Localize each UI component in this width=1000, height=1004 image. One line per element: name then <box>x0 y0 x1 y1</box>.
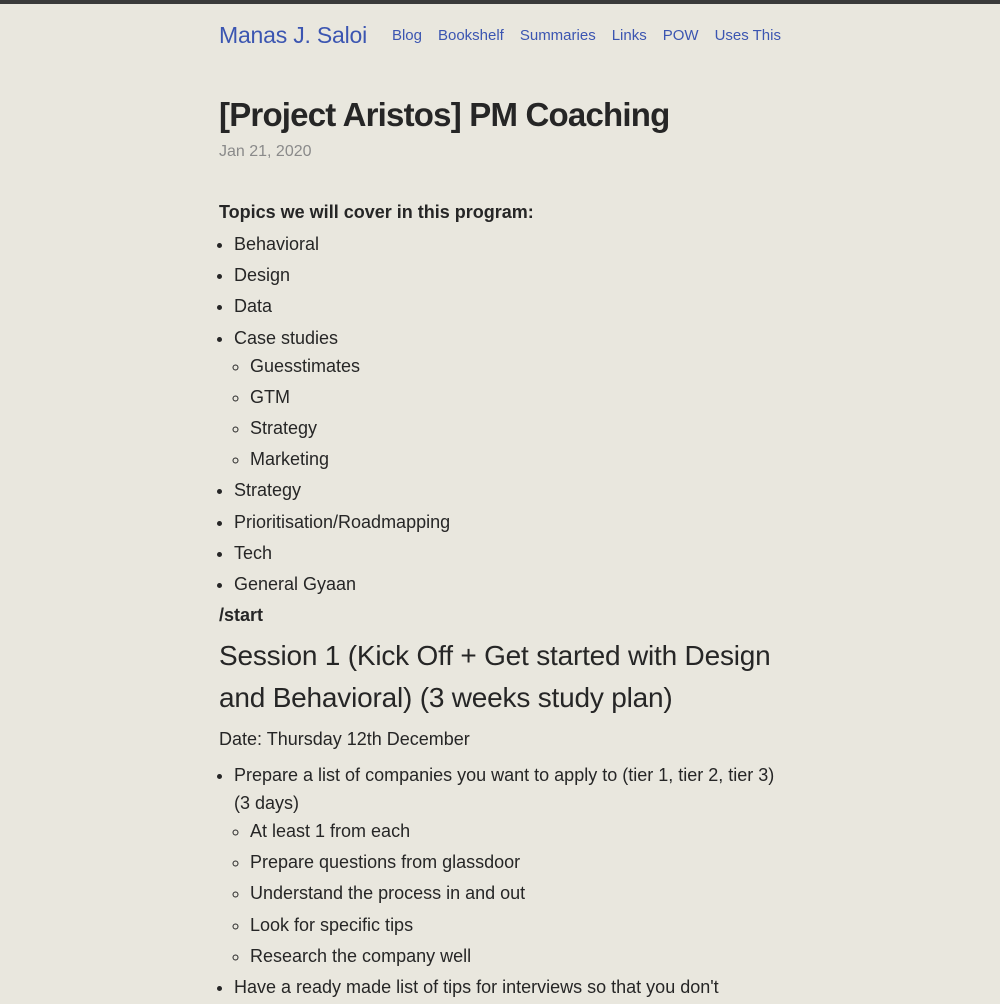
nav-blog[interactable]: Blog <box>391 27 422 44</box>
list-item: • Data <box>234 292 781 320</box>
list-item: ◦ Marketing <box>250 445 781 473</box>
list-item <box>234 324 781 474</box>
list-item: ◦ GTM <box>250 383 781 411</box>
nav-pow[interactable]: POW <box>662 27 699 44</box>
start-label: /start <box>219 605 264 626</box>
list-item: ◦ Strategy <box>250 414 781 442</box>
session-tasks-list <box>219 761 781 1001</box>
list-item: ◦ Understand the process in and out <box>250 879 781 907</box>
list-item: • Design <box>234 261 781 289</box>
list-item: • Strategy <box>234 476 781 504</box>
session-heading: Session 1 (Kick Off + Get started with Design and Behavioral) (3 weeks study plan) <box>219 640 771 714</box>
list-item: ◦ Guesstimates <box>250 352 781 380</box>
list-item: • Tech <box>234 539 781 567</box>
session-date: Date: Thursday 12th December <box>219 729 470 750</box>
post-content <box>219 198 781 1004</box>
topics-list <box>219 230 781 598</box>
main-nav <box>392 26 781 46</box>
list-item-label: Case studies <box>234 327 339 348</box>
list-item: ◦ Research the company well <box>250 942 781 970</box>
post-date: Jan 21, 2020 <box>219 143 312 160</box>
list-item: • Behavioral <box>234 230 781 258</box>
list-item: ◦ At least 1 from each <box>250 817 781 845</box>
nav-bookshelf[interactable]: Bookshelf <box>437 27 504 44</box>
top-border <box>0 0 1000 4</box>
list-item: ◦ Prepare questions from glassdoor <box>250 848 781 876</box>
list-item: • Prioritisation/Roadmapping <box>234 508 781 536</box>
topics-heading: Topics we will cover in this program: <box>219 202 534 222</box>
case-studies-sublist <box>234 352 781 474</box>
task-sublist <box>234 817 781 970</box>
site-header <box>219 20 781 54</box>
nav-summaries[interactable]: Summaries <box>519 27 596 44</box>
list-item: • General Gyaan <box>234 570 781 598</box>
nav-links[interactable]: Links <box>611 27 647 44</box>
site-title-link[interactable]: Manas J. Saloi <box>219 22 368 48</box>
post-title: [Project Aristos] PM Coaching <box>219 96 670 133</box>
nav-uses-this[interactable]: Uses This <box>714 27 781 44</box>
list-item-label: Prepare a list of companies you want to apply to (tier 1, tier 2, tier 3) (3 days) <box>234 765 775 814</box>
list-item <box>234 761 781 970</box>
list-item: • Have a ready made list of tips for interviews so that you don't <box>234 973 781 1001</box>
list-item: ◦ Look for specific tips <box>250 911 781 939</box>
